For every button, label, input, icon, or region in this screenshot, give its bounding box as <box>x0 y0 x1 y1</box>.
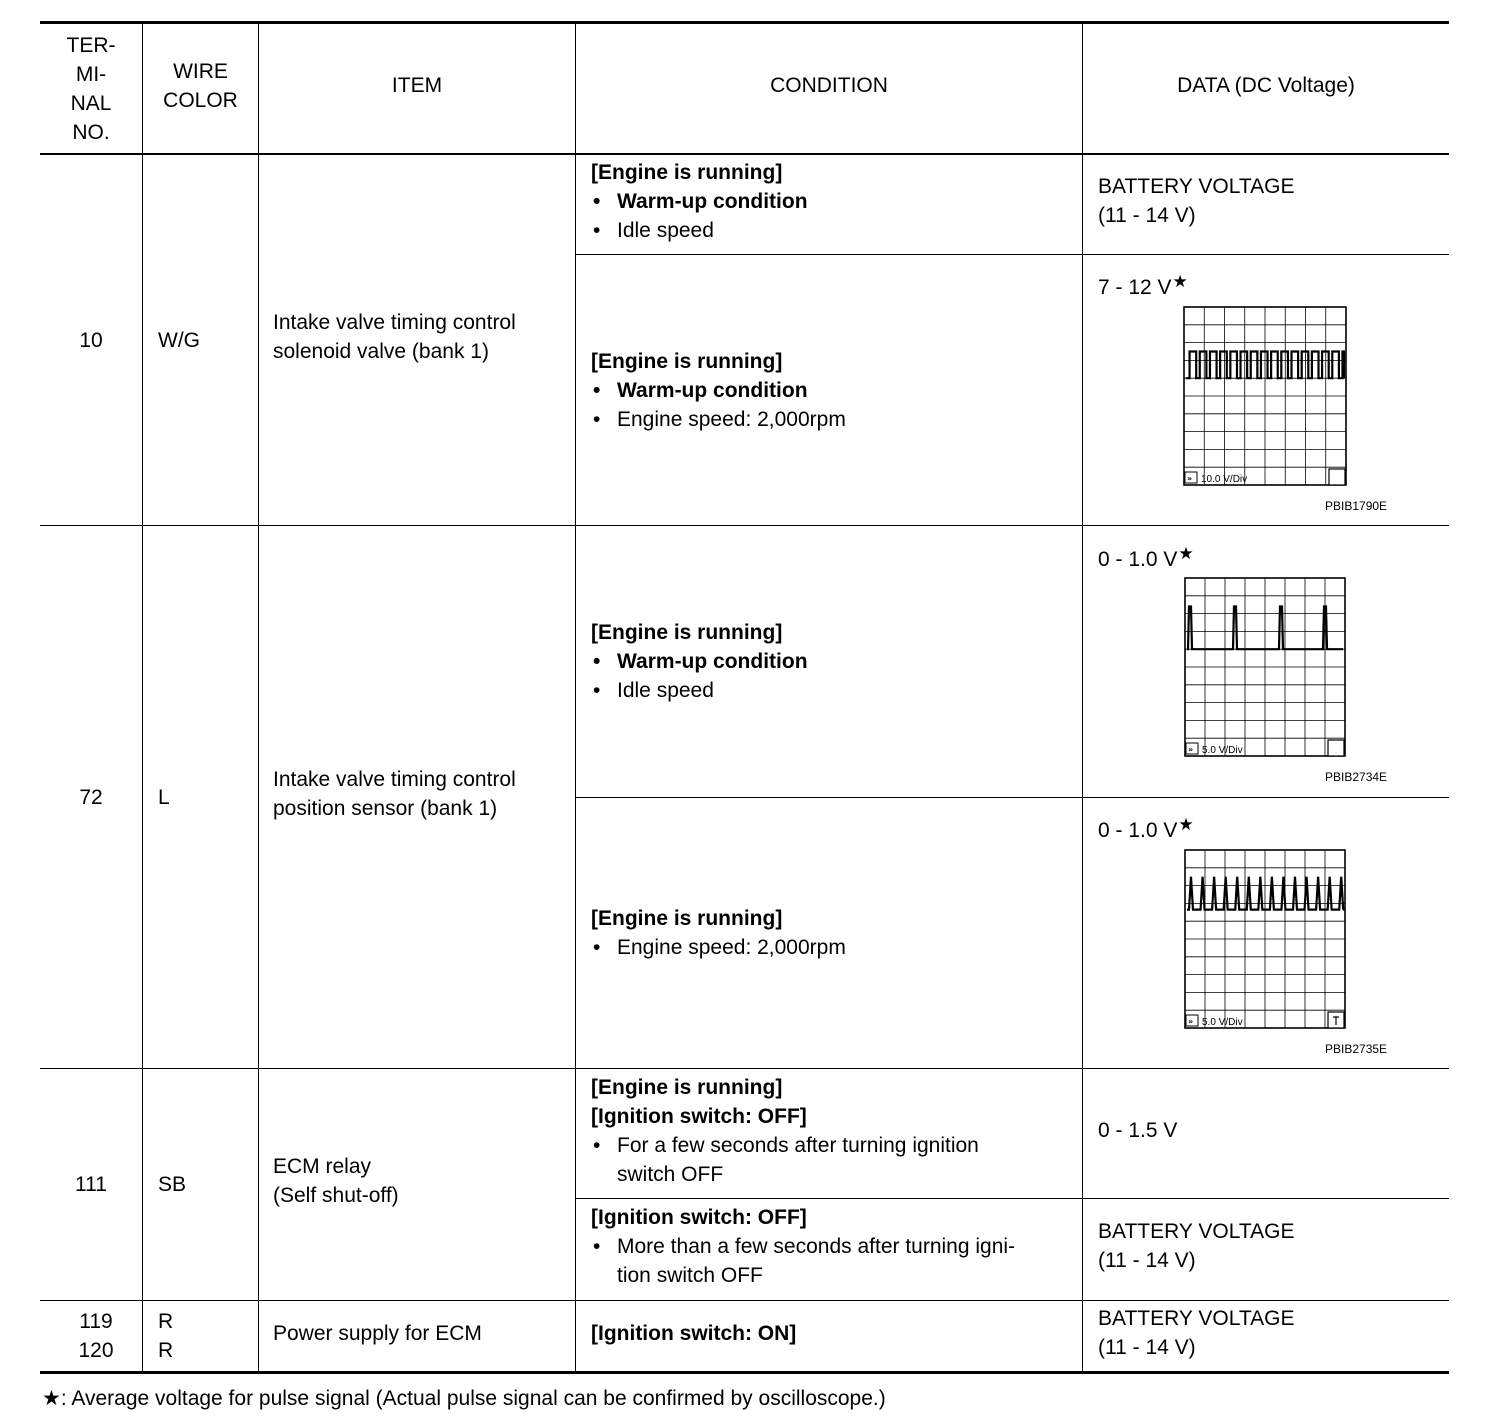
condition-bullet: • Warm-up condition <box>593 378 808 402</box>
row-4-item: Power supply for ECM <box>273 1322 482 1345</box>
trigger-icon-glyph: » <box>1187 474 1193 483</box>
row-3-terminal: 111 <box>75 1173 107 1196</box>
star-icon: ★ <box>42 1387 61 1410</box>
row-2-terminal: 72 <box>79 785 103 809</box>
footnote-text: : Average voltage for pulse signal (Actual pulse signal can be confirmed by oscilloscope.) <box>60 1387 886 1410</box>
row-1-data-2 <box>1098 267 1188 302</box>
row-3-data-2: BATTERY VOLTAGE (11 - 14 V) <box>1098 1220 1295 1272</box>
condition-bullet: • Idle speed <box>593 219 714 242</box>
condition-bullet: • Engine speed: 2,000rpm <box>593 407 846 431</box>
star-icon: ★ <box>1178 544 1194 563</box>
trigger-icon-glyph: » <box>1188 1017 1194 1026</box>
condition-bullet: • Idle speed <box>593 679 714 702</box>
data-value: 0 - 1.0 V <box>1098 548 1178 571</box>
data-value: 7 - 12 V <box>1098 276 1172 299</box>
row-2-data-2 <box>1098 810 1194 845</box>
row-2-data-1 <box>1098 539 1194 574</box>
condition-state: [Engine is running] <box>591 161 783 184</box>
scope-scale-label: 5.0 V/Div <box>1202 1017 1243 1028</box>
row-3-item: ECM relay (Self shut-off) <box>273 1155 399 1207</box>
star-icon: ★ <box>1172 272 1188 291</box>
header-terminal-no: TER- MI- NAL NO. <box>66 33 116 144</box>
scope-scale-label: 5.0 V/Div <box>1202 745 1243 756</box>
row-3-wire-color: SB <box>158 1173 187 1196</box>
col-rule-1 <box>142 23 143 1373</box>
oscilloscope-waveform-square-pulse <box>1183 306 1349 488</box>
waveform-code: PBIB2734E <box>1325 770 1388 784</box>
row-2-item: Intake valve timing control position sensor (bank 1) <box>273 768 516 820</box>
condition-state: [Engine is running] <box>591 1076 783 1099</box>
row-2-condition-2 <box>591 798 1071 1068</box>
row-1-wire-color: W/G <box>158 328 200 352</box>
star-icon: ★ <box>1178 815 1194 834</box>
waveform-code: PBIB2735E <box>1325 1042 1388 1056</box>
col-rule-3 <box>575 23 576 1373</box>
condition-bullet: • Warm-up condition <box>593 650 808 673</box>
condition-state: [Engine is running] <box>591 907 783 930</box>
condition-bullet: • Warm-up condition <box>593 190 808 213</box>
header-data: DATA (DC Voltage) <box>1177 74 1355 97</box>
condition-bullet: • For a few seconds after turning ignition switch OFF <box>593 1134 979 1186</box>
row-1-item: Intake valve timing control solenoid valve (bank 1) <box>273 311 516 363</box>
row-3-condition-2 <box>591 1203 1015 1290</box>
marker-box <box>1329 469 1345 485</box>
rule-cond-3a <box>575 1198 1449 1199</box>
data-value: 0 - 1.0 V <box>1098 819 1178 842</box>
row-2-condition-1 <box>591 526 1071 797</box>
condition-state: [Ignition switch: OFF] <box>591 1206 807 1229</box>
condition-state: [Engine is running] <box>591 621 783 644</box>
row-4-data: BATTERY VOLTAGE (11 - 14 V) <box>1098 1307 1295 1359</box>
header-wire-color: WIRE COLOR <box>163 59 238 112</box>
row-3-condition-1 <box>591 1073 979 1189</box>
row-1-condition-2 <box>591 255 1071 525</box>
row-2-wire-color: L <box>158 785 170 809</box>
row-1-data-1: BATTERY VOLTAGE (11 - 14 V) <box>1098 175 1295 227</box>
condition-state: [Ignition switch: OFF] <box>591 1105 807 1128</box>
row-4-condition: [Ignition switch: ON] <box>591 1322 797 1345</box>
rule-bottom <box>40 1371 1449 1374</box>
scope-scale-label: 10.0 V/Div <box>1201 474 1248 485</box>
header-condition: CONDITION <box>770 74 888 97</box>
oscilloscope-waveform-sparse-spikes <box>1184 577 1346 759</box>
row-4-wire-color: R R <box>158 1310 174 1362</box>
trigger-icon-glyph: » <box>1188 745 1194 754</box>
row-1-terminal: 10 <box>79 328 103 352</box>
col-rule-4 <box>1082 23 1083 1373</box>
row-4-terminal: 119 120 <box>78 1310 114 1362</box>
row-1-condition-1 <box>591 158 808 245</box>
condition-bullet: • Engine speed: 2,000rpm <box>593 936 846 959</box>
row-3-data-1: 0 - 1.5 V <box>1098 1119 1178 1142</box>
header-item: ITEM <box>391 74 443 97</box>
condition-state: [Engine is running] <box>591 349 783 373</box>
marker-box <box>1328 740 1344 756</box>
oscilloscope-waveform-dense-spikes <box>1184 849 1346 1031</box>
waveform-code: PBIB1790E <box>1325 499 1388 513</box>
col-rule-2 <box>258 23 259 1373</box>
footnote <box>42 1384 886 1413</box>
condition-bullet: • More than a few seconds after turning igni- tion switch OFF <box>593 1235 1016 1287</box>
